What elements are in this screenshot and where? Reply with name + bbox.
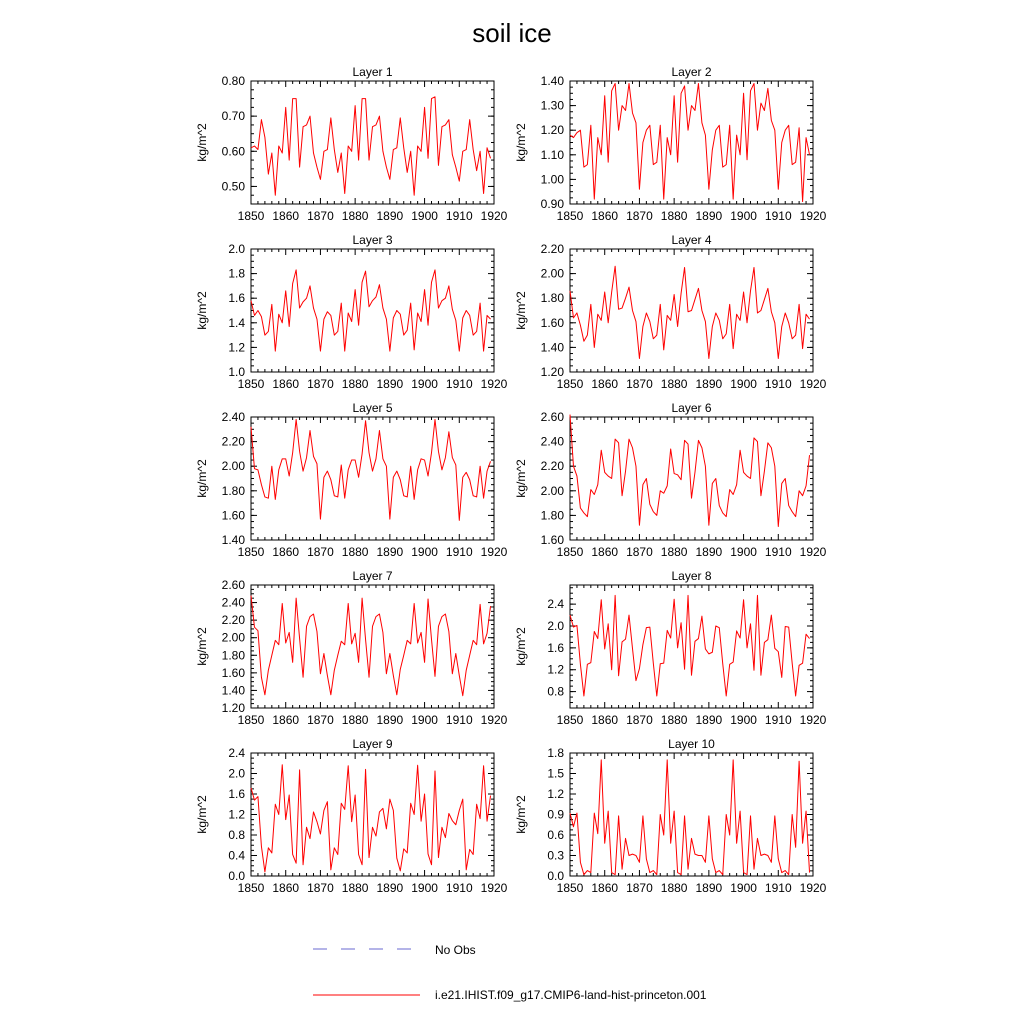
panels-group [195,65,827,895]
x-tick-label: 1900 [411,545,438,559]
panel-title: Layer 2 [671,65,712,79]
y-tick-label: 1.60 [540,533,564,547]
series-line [570,415,810,527]
x-tick-label: 1900 [411,881,438,895]
plot-frame [251,585,494,708]
chart-panel-10 [514,737,827,895]
y-tick-label: 1.40 [540,340,564,355]
x-tick-label: 1900 [730,545,757,559]
x-tick-label: 1920 [799,881,827,895]
y-tick-label: 2.00 [221,459,245,474]
y-axis-label: kg/m^2 [195,123,209,162]
x-tick-label: 1860 [591,713,619,727]
y-tick-label: 1.60 [221,508,245,523]
y-tick-label: 2.4 [547,597,564,612]
x-tick-label: 1860 [591,377,619,391]
x-tick-label: 1870 [626,377,653,391]
y-tick-label: 0.3 [547,848,564,863]
x-tick-label: 1860 [591,209,619,223]
y-tick-label: 1.2 [547,787,564,801]
y-tick-label: 1.10 [540,147,564,162]
y-tick-label: 2.0 [547,619,564,633]
x-tick-label: 1920 [799,545,827,559]
series-line [251,596,491,696]
y-tick-label: 2.00 [221,630,245,645]
x-tick-label: 1850 [556,713,584,727]
y-tick-label: 2.40 [540,434,564,449]
y-tick-label: 2.20 [221,613,245,628]
y-tick-label: 1.2 [228,807,245,822]
series-line [570,760,810,875]
y-tick-label: 0.0 [547,869,564,883]
series-line [570,595,810,696]
chart-panel-8 [514,569,827,727]
y-tick-label: 2.20 [221,434,245,449]
chart-panel-9 [195,737,508,895]
y-tick-label: 1.20 [540,365,564,379]
x-tick-label: 1900 [411,713,438,727]
x-tick-label: 1920 [480,377,508,391]
y-tick-label: 2.20 [540,459,564,474]
chart-panel-1 [195,65,508,223]
y-axis-label: kg/m^2 [514,291,528,330]
x-tick-label: 1890 [376,713,404,727]
y-axis-label: kg/m^2 [514,123,528,162]
x-tick-label: 1850 [556,209,584,223]
x-tick-label: 1890 [695,209,723,223]
y-tick-label: 0.6 [547,828,564,842]
x-tick-label: 1890 [376,209,404,223]
x-tick-label: 1910 [764,545,792,559]
y-axis-label: kg/m^2 [514,627,528,666]
series-line [570,266,810,358]
y-tick-label: 1.80 [540,508,564,523]
series-line [251,419,491,520]
y-tick-label: 1.40 [221,683,245,698]
y-tick-label: 1.80 [540,291,564,306]
series-line [570,83,810,201]
y-tick-label: 1.5 [547,766,564,781]
x-tick-label: 1890 [695,713,723,727]
x-tick-label: 1890 [376,377,404,391]
x-tick-label: 1850 [237,209,265,223]
y-tick-label: 0.80 [221,74,245,88]
panel-title: Layer 9 [352,737,393,751]
panel-title: Layer 3 [352,233,393,247]
x-tick-label: 1910 [445,881,473,895]
x-tick-label: 1870 [307,881,334,895]
legend-obs-label: No Obs [435,943,476,957]
y-tick-label: 1.60 [540,315,564,330]
y-tick-label: 1.2 [228,340,245,355]
y-tick-label: 1.6 [228,787,245,801]
x-tick-label: 1880 [341,881,369,895]
y-tick-label: 0.0 [228,869,245,883]
x-tick-label: 1880 [660,881,688,895]
panel-title: Layer 4 [671,233,712,247]
y-tick-label: 1.80 [221,648,245,663]
y-axis-label: kg/m^2 [195,627,209,666]
y-tick-label: 1.40 [221,533,245,547]
x-tick-label: 1860 [272,377,300,391]
y-tick-label: 2.0 [228,242,245,256]
y-tick-label: 2.40 [221,595,245,610]
x-tick-label: 1920 [480,713,508,727]
x-tick-label: 1870 [307,713,334,727]
y-tick-label: 1.8 [228,266,245,281]
y-tick-label: 2.20 [540,242,564,256]
x-tick-label: 1880 [341,713,369,727]
x-tick-label: 1860 [272,881,300,895]
panel-title: Layer 10 [668,737,715,751]
x-tick-label: 1880 [341,209,369,223]
y-tick-label: 2.00 [540,483,564,498]
chart-panel-3 [195,233,508,391]
x-tick-label: 1870 [626,545,653,559]
x-tick-label: 1860 [591,881,619,895]
x-tick-label: 1850 [556,377,584,391]
x-tick-label: 1900 [411,377,438,391]
x-tick-label: 1870 [626,209,653,223]
chart-panel-4 [514,233,827,391]
x-tick-label: 1870 [307,377,334,391]
panel-title: Layer 5 [352,401,393,415]
y-tick-label: 1.80 [221,483,245,498]
y-tick-label: 2.40 [221,410,245,424]
series-line [251,270,491,351]
x-tick-label: 1910 [445,209,473,223]
x-tick-label: 1910 [445,713,473,727]
plot-frame [570,417,813,540]
x-tick-label: 1870 [626,881,653,895]
y-tick-label: 0.60 [221,144,245,159]
x-tick-label: 1870 [626,713,653,727]
y-tick-label: 0.8 [547,684,564,699]
plot-frame [570,81,813,204]
plot-frame [251,753,494,876]
x-tick-label: 1850 [237,377,265,391]
x-tick-label: 1870 [307,545,334,559]
y-tick-label: 1.20 [221,701,245,715]
x-tick-label: 1900 [730,713,757,727]
x-tick-label: 1860 [272,545,300,559]
x-tick-label: 1900 [730,881,757,895]
y-axis-label: kg/m^2 [195,795,209,834]
x-tick-label: 1900 [730,209,757,223]
x-tick-label: 1900 [730,377,757,391]
y-tick-label: 2.0 [228,766,245,781]
chart-panel-2 [514,65,827,223]
x-tick-label: 1920 [799,377,827,391]
x-tick-label: 1880 [660,209,688,223]
x-tick-label: 1870 [307,209,334,223]
y-tick-label: 1.00 [540,172,564,187]
x-tick-label: 1860 [272,713,300,727]
y-tick-label: 1.6 [547,640,564,655]
legend-model-label: i.e21.IHIST.f09_g17.CMIP6-land-hist-princeton.001 [435,988,707,1002]
y-tick-label: 2.60 [221,578,245,592]
panel-title: Layer 1 [352,65,393,79]
y-tick-label: 0.4 [228,848,245,863]
x-tick-label: 1890 [376,881,404,895]
x-tick-label: 1890 [695,881,723,895]
x-tick-label: 1890 [376,545,404,559]
y-tick-label: 2.00 [540,266,564,281]
y-tick-label: 0.70 [221,109,245,124]
x-tick-label: 1900 [411,209,438,223]
panel-title: Layer 7 [352,569,393,583]
y-tick-label: 0.50 [221,179,245,194]
y-tick-label: 0.8 [228,828,245,842]
x-tick-label: 1860 [272,209,300,223]
x-tick-label: 1850 [556,881,584,895]
panel-title: Layer 8 [671,569,712,583]
y-axis-label: kg/m^2 [514,795,528,834]
x-tick-label: 1880 [341,377,369,391]
x-tick-label: 1880 [660,713,688,727]
x-tick-label: 1920 [799,713,827,727]
y-tick-label: 1.30 [540,98,564,113]
y-tick-label: 2.60 [540,410,564,424]
y-tick-label: 0.90 [540,197,564,211]
x-tick-label: 1890 [695,377,723,391]
panel-title: Layer 6 [671,401,712,415]
legend [313,943,707,1002]
x-tick-label: 1920 [480,209,508,223]
x-tick-label: 1920 [480,545,508,559]
y-tick-label: 1.4 [228,315,245,330]
y-tick-label: 1.60 [221,665,245,680]
x-tick-label: 1880 [341,545,369,559]
y-tick-label: 1.2 [547,662,564,677]
x-tick-label: 1880 [660,377,688,391]
series-line [251,765,491,872]
x-tick-label: 1850 [237,881,265,895]
chart-panel-7 [195,569,508,727]
y-tick-label: 1.6 [228,291,245,306]
x-tick-label: 1890 [695,545,723,559]
plot-frame [570,753,813,876]
y-axis-label: kg/m^2 [195,459,209,498]
plot-frame [251,81,494,204]
x-tick-label: 1910 [764,713,792,727]
x-tick-label: 1910 [764,209,792,223]
y-tick-label: 1.20 [540,123,564,138]
plot-frame [251,417,494,540]
y-tick-label: 1.0 [228,365,245,379]
y-tick-label: 1.40 [540,74,564,88]
y-tick-label: 2.4 [228,746,245,760]
figure-title: soil ice [472,18,552,48]
y-axis-label: kg/m^2 [514,459,528,498]
x-tick-label: 1850 [556,545,584,559]
plot-frame [570,585,813,708]
x-tick-label: 1850 [237,545,265,559]
x-tick-label: 1920 [480,881,508,895]
chart-panel-5 [195,401,508,559]
x-tick-label: 1910 [445,377,473,391]
y-tick-label: 1.8 [547,746,564,760]
x-tick-label: 1910 [764,377,792,391]
x-tick-label: 1860 [591,545,619,559]
x-tick-label: 1880 [660,545,688,559]
y-tick-label: 0.9 [547,807,564,822]
x-tick-label: 1920 [799,209,827,223]
chart-panel-6 [514,401,827,559]
series-line [251,97,491,195]
x-tick-label: 1910 [445,545,473,559]
x-tick-label: 1910 [764,881,792,895]
y-axis-label: kg/m^2 [195,291,209,330]
x-tick-label: 1850 [237,713,265,727]
